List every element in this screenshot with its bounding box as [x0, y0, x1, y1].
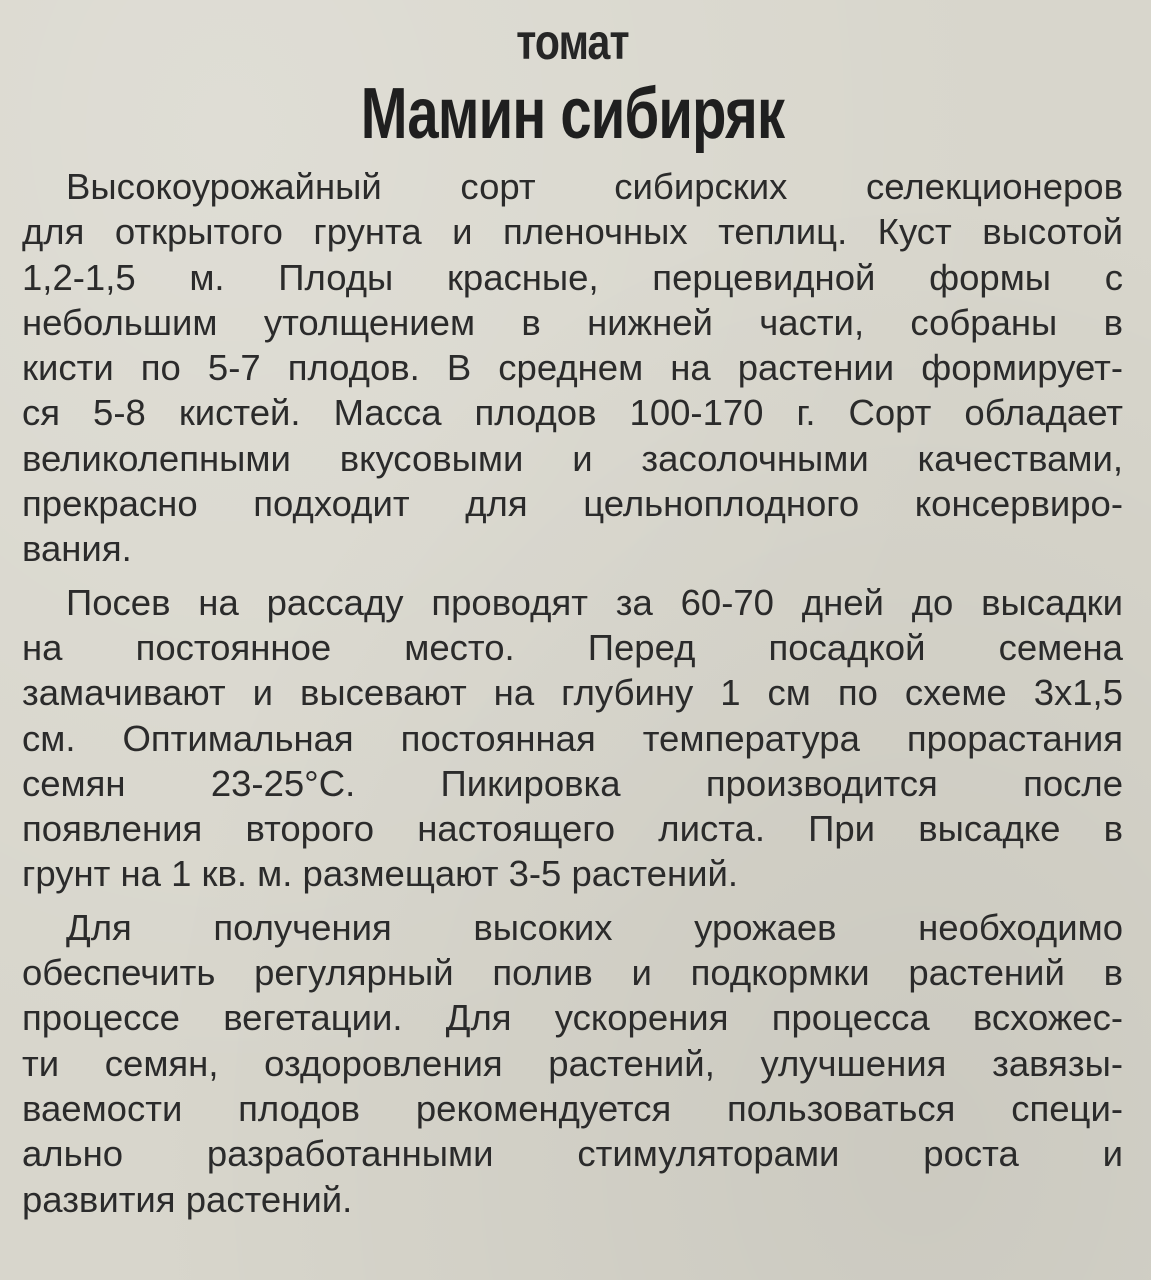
text-line: ально разработанными стимуляторами роста и	[22, 1133, 1123, 1175]
text-line: ся 5-8 кистей. Масса плодов 100-170 г. Сорт обладает	[22, 392, 1123, 434]
care-paragraph	[22, 905, 1123, 1222]
text-line: Для получения высоких урожаев необходимо	[66, 906, 1123, 948]
text-line: на постоянное место. Перед посадкой семена	[22, 626, 1123, 668]
text-line: для открытого грунта и пленочных теплиц. Куст высотой	[22, 211, 1123, 253]
text-line: 1,2-1,5 м. Плоды красные, перцевидной формы с	[22, 256, 1123, 298]
text-line: обеспечить регулярный полив и подкормки растений в	[22, 952, 1123, 994]
text-line: грунт на 1 кв. м. размещают 3-5 растений.	[22, 853, 739, 895]
text-line: замачивают и высевают на глубину 1 см по схеме 3х1,5	[22, 672, 1123, 714]
text-line: семян 23-25°С. Пикировка производится после	[22, 762, 1123, 804]
text-line: прекрасно подходит для цельноплодного консервиро-	[22, 483, 1123, 525]
text-line: кисти по 5-7 плодов. В среднем на растении формирует-	[22, 347, 1123, 389]
text-line: развития растений.	[22, 1178, 353, 1220]
text-line: вания.	[22, 528, 132, 570]
text-line: процессе вегетации. Для ускорения процесса всхожес-	[22, 997, 1123, 1039]
text-line: великолепными вкусовыми и засолочными качествами,	[22, 437, 1123, 479]
text-line: Посев на рассаду проводят за 60-70 дней до высадки	[66, 581, 1123, 623]
product-category: томат	[516, 14, 629, 70]
text-line: ваемости плодов рекомендуется пользоваться специ-	[22, 1087, 1123, 1129]
text-line: появления второго настоящего листа. При высадке в	[22, 808, 1123, 850]
description-paragraph	[22, 164, 1123, 572]
text-line: Высокоурожайный сорт сибирских селекционеров	[66, 166, 1123, 207]
text-line: небольшим утолщением в нижней части, собраны в	[22, 301, 1123, 343]
text-line: см. Оптимальная постоянная температура прорастания	[22, 717, 1123, 759]
sowing-paragraph	[22, 580, 1123, 897]
text-line: ти семян, оздоровления растений, улучшения завязы-	[22, 1042, 1123, 1084]
variety-title: Мамин сибиряк	[360, 74, 785, 154]
